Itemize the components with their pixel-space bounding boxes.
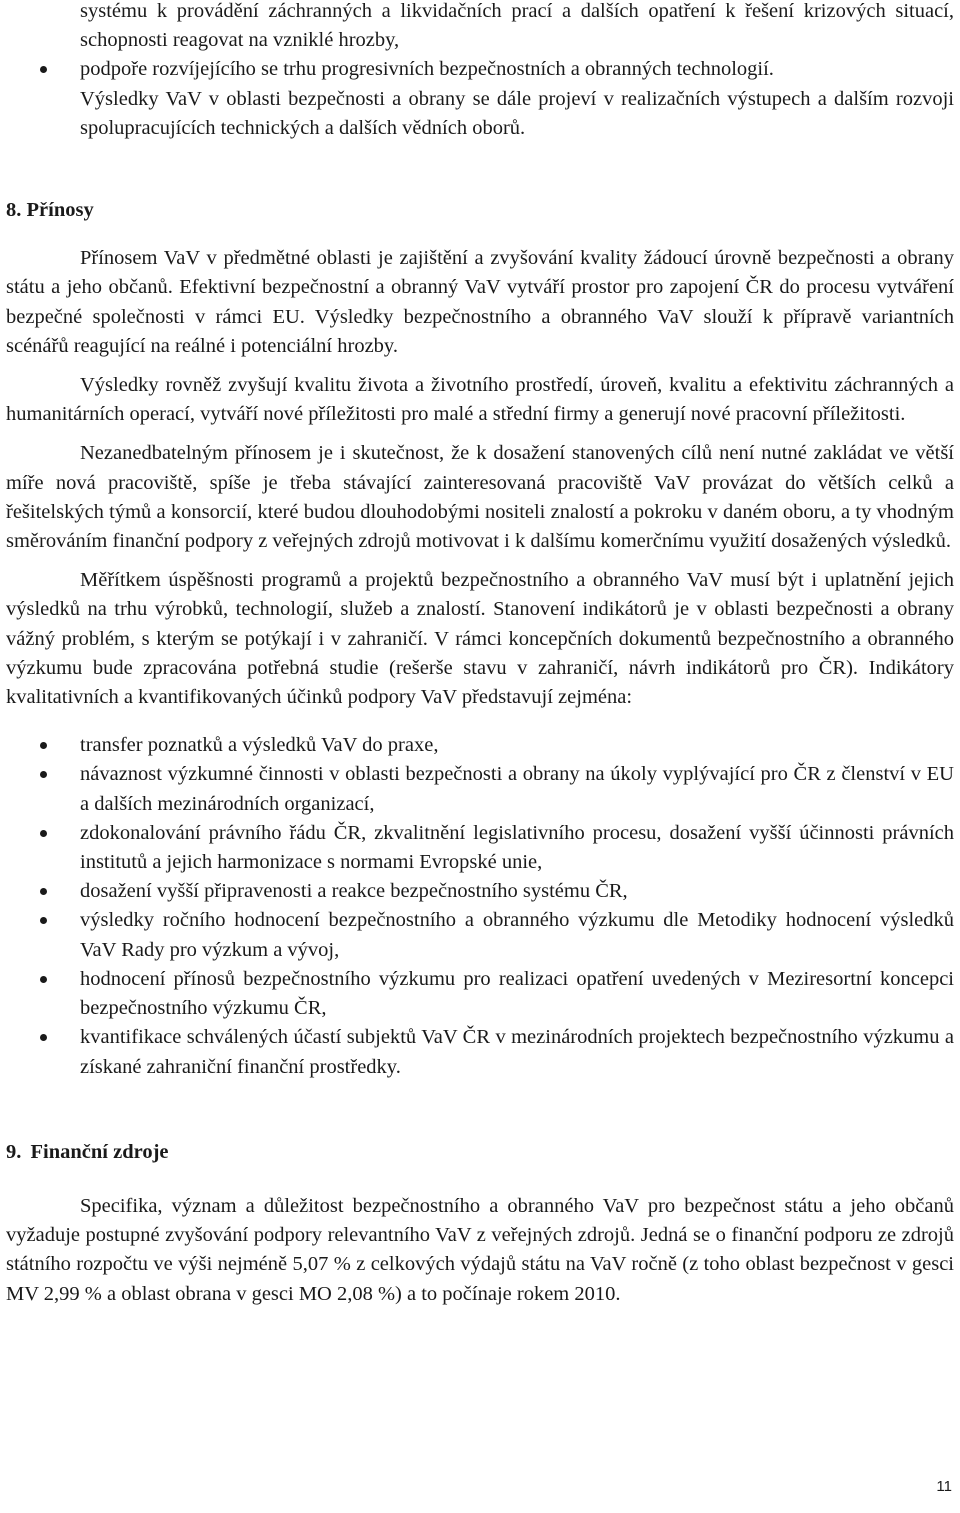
paragraph: Měřítkem úspěšnosti programů a projektů bezpečnostního a obranného VaV musí být i uplatnění jejich výsledků na trhu výrobků, technologií, služeb a znalostí. Stanovení indikátorů je v oblasti bezpečnosti a obrany vážný problém, s kterým se potýkají i v zahraničí. V rámci koncepčních dokumentů bezpečnostního a obranného výzkumu bude zpracována potřebná studie (rešerše stavu v zahraničí, návrh indikátorů pro ČR). Indikátory kvalitativních a kvantifikovaných účinků podpory VaV představují zejména: — [6, 569, 954, 709]
bullet-icon — [40, 742, 47, 749]
document-page — [6, 0, 954, 1309]
list-item-text: návaznost výzkumné činnosti v oblasti bezpečnosti a obrany na úkoly vyplývající pro ČR z členství v EU a dalších mezinárodních organizací, — [80, 763, 954, 815]
list-item — [6, 906, 954, 964]
list-item-text: dosažení vyšší připravenosti a reakce bezpečnostního systému ČR, — [80, 880, 628, 903]
list-item-text: transfer poznatků a výsledků VaV do praxe, — [80, 734, 439, 757]
bullet-icon — [40, 888, 47, 895]
paragraph: Nezanedbatelným přínosem je i skutečnost, že k dosažení stanovených cílů není nutné zakládat ve větší míře nová pracoviště, spíše je třeba stávající zainteresovaná pracoviště VaV provázat do větších celků a řešitelských týmů a konsorcií, které budou dlouhodobými nositeli znalostí a pokroku v daném oboru, a ty vhodným směrováním finanční podpory z veřejných zdrojů motivovat i k dalšímu komerčnímu využití dosažených výsledků. — [6, 442, 954, 553]
list-item-text: podpoře rozvíjejícího se trhu progresivních bezpečnostních a obranných technologií. — [80, 58, 774, 81]
list-item-text: hodnocení přínosů bezpečnostního výzkumu pro realizaci opatření uvedených v Meziresortní koncepci bezpečnostního výzkumu ČR, — [80, 967, 954, 1020]
list-item — [6, 760, 954, 818]
section-title: Přínosy — [26, 199, 94, 222]
list-item-text: kvantifikace schválených účastí subjektů VaV ČR v mezinárodních projektech bezpečnostního výzkumu a získané zahraniční finanční prostředky. — [80, 1026, 954, 1078]
paragraph: Specifika, význam a důležitost bezpečnostního a obranného VaV pro bezpečnost státu a jeho občanů vyžaduje postupné zvyšování podpory relevantního VaV z veřejných zdrojů. Jedná se o finanční podporu ze zdrojů státního rozpočtu ve výši nejméně 5,07 % z celkových výdajů státu na VaV ročně (z toho oblast bezpečnost v gesci MV 2,99 % a oblast obrana v gesci MO 2,08 %) a to počínaje rokem 2010. — [6, 1194, 954, 1305]
bullet-icon — [40, 771, 47, 778]
indicator-list — [6, 731, 954, 1081]
bullet-icon — [40, 976, 47, 983]
paragraph: Výsledky rovněž zvyšují kvalitu života a životního prostředí, úroveň, kvalitu a efektivitu záchranných a humanitárních operací, vytváří nové příležitosti pro malé a střední firmy a generují nové pracovní příležitosti. — [6, 374, 954, 426]
list-item — [6, 877, 954, 906]
list-item — [6, 965, 954, 1023]
section-number: 8. — [6, 199, 22, 222]
bullet-icon — [40, 66, 47, 73]
section-heading-prinosy — [6, 196, 954, 225]
page-number: 11 — [936, 1478, 952, 1495]
list-item — [6, 819, 954, 877]
trailing-paragraph: Výsledky VaV v oblasti bezpečnosti a obrany se dále projeví v realizačních výstupech a dalším rozvoji spolupracujících technických a dalších vědních oborů. — [80, 87, 954, 139]
list-item — [6, 731, 954, 760]
list-item-text: výsledky ročního hodnocení bezpečnostního a obranného výzkumu dle Metodiky hodnocení výsledků VaV Rady pro výzkum a vývoj, — [80, 909, 954, 961]
bullet-icon — [40, 830, 47, 837]
section-number: 9. — [6, 1140, 22, 1163]
section-heading-financni-zdroje — [6, 1138, 954, 1167]
bullet-icon — [40, 917, 47, 924]
section-title: Finanční zdroje — [30, 1140, 169, 1163]
paragraph: Přínosem VaV v předmětné oblasti je zajištění a zvyšování kvality žádoucí úrovně bezpečnosti a obrany státu a jeho občanů. Efektivní bezpečnostní a obranný VaV vytváří prostor pro zapojení ČR do procesu vytváření bezpečné společnosti v rámci EU. Výsledky bezpečnostního a obranného VaV slouží k přípravě variantních scénářů reagující na reálné i potenciální hrozby. — [6, 247, 954, 357]
list-item-text: zdokonalování právního řádu ČR, zkvalitnění legislativního procesu, dosažení vyšší účinnosti právních institutů a jejich harmonizace s normami Evropské unie, — [80, 821, 954, 874]
continuation-paragraph: systému k provádění záchranných a likvidačních prací a dalších opatření k řešení krizových situací, schopnosti reagovat na vzniklé hrozby, — [80, 0, 954, 52]
list-item — [6, 1023, 954, 1081]
bullet-icon — [40, 1034, 47, 1041]
list-item — [6, 55, 954, 84]
